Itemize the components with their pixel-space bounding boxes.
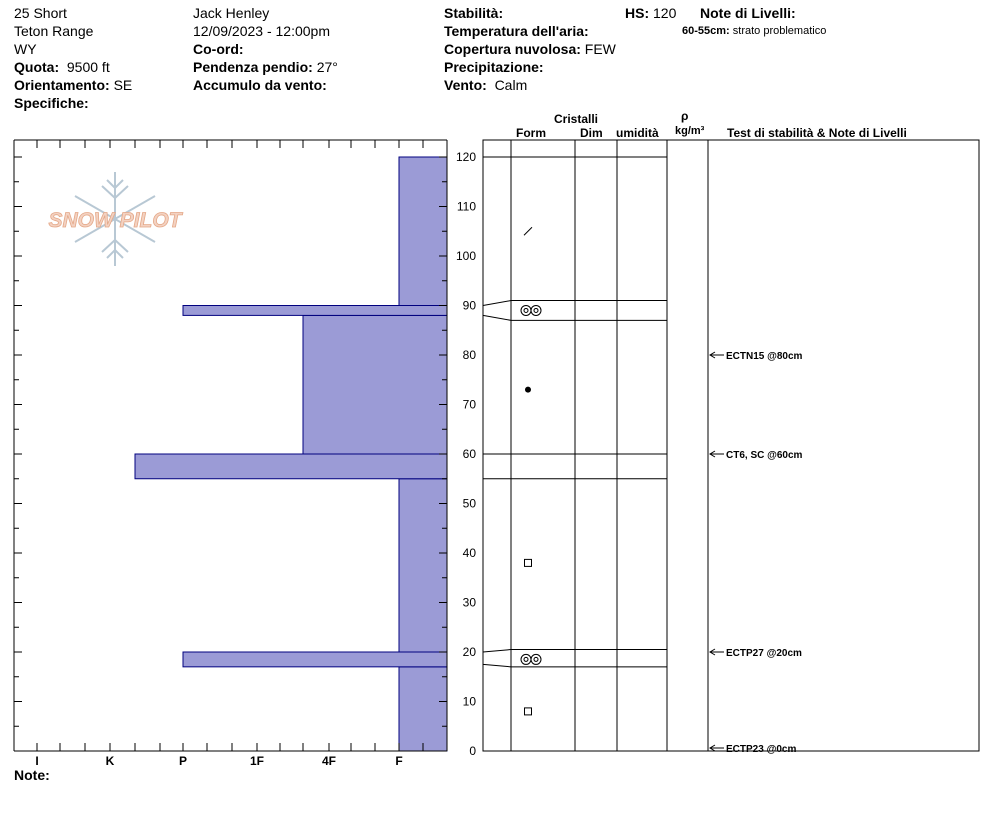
y-tick-label: 40 <box>462 546 476 560</box>
datetime: 12/09/2023 - 12:00pm <box>193 23 330 39</box>
hardness-bar <box>399 667 447 751</box>
tests-header: Test di stabilità & Note di Livelli <box>727 126 907 140</box>
grain-symbol <box>534 308 538 312</box>
layer-note-text: strato problematico <box>732 25 827 37</box>
y-tick-label: 70 <box>462 397 476 412</box>
state-name: WY <box>14 41 37 57</box>
crystals-header: Cristalli <box>554 112 599 126</box>
layer-panel-frame <box>483 140 979 751</box>
y-tick-label: 30 <box>462 595 476 610</box>
y-tick-label: 80 <box>462 348 476 362</box>
y-tick-label: 60 <box>462 447 476 461</box>
site-name: 25 Short <box>14 5 67 21</box>
notes-label: Note: <box>14 767 50 783</box>
range-name: Teton Range <box>14 23 94 39</box>
slope-label: Pendenza pendio: <box>193 59 313 75</box>
air-temp-label: Temperatura dell'aria: <box>444 23 589 39</box>
snowpilot-logo <box>49 172 184 266</box>
grain-symbol <box>521 654 531 664</box>
grain-symbol <box>524 227 532 235</box>
precip-label: Precipitazione: <box>444 59 544 75</box>
hardness-bar <box>183 652 447 667</box>
sky-value: FEW <box>584 41 616 57</box>
logo-text: SNOW PILOT <box>48 209 182 232</box>
hardness-bar <box>183 306 447 316</box>
stability-test-label: CT6, SC @60cm <box>726 450 803 461</box>
y-tick-label: 120 <box>455 150 476 164</box>
elevation-label: Quota: <box>14 59 60 75</box>
elevation-value: 9500 ft <box>66 59 110 75</box>
observer: Jack Henley <box>193 5 270 21</box>
hardness-label: 4F <box>321 754 337 768</box>
stability-label: Stabilità: <box>444 5 504 21</box>
hardness-bar <box>135 454 447 479</box>
layer-note-depth: 60-55cm: <box>682 25 730 37</box>
wind-value: Calm <box>494 77 528 93</box>
stability-test-label: ECTP27 @20cm <box>726 648 802 659</box>
grain-symbol <box>531 654 541 664</box>
grain-symbol <box>524 657 528 661</box>
y-tick-label: 100 <box>455 249 476 263</box>
wind-loading-label: Accumulo da vento: <box>193 77 327 93</box>
coord-label: Co-ord: <box>193 41 244 57</box>
sky-label: Copertura nuvolosa: <box>444 41 581 57</box>
grain-symbol <box>525 559 532 566</box>
density-unit-header: kg/m³ <box>675 125 705 137</box>
grain-symbol <box>521 305 531 315</box>
form-header: Form <box>516 126 546 140</box>
stability-test-label: ECTN15 @80cm <box>726 351 803 362</box>
y-tick-label: 10 <box>462 694 476 709</box>
layer-notes-label: Note di Livelli: <box>700 5 796 21</box>
hs-label: HS: <box>625 5 650 21</box>
y-tick-label: 0 <box>469 744 476 758</box>
y-tick-label: 110 <box>456 199 476 214</box>
moisture-header: umidità <box>616 126 659 140</box>
grain-symbol <box>525 708 532 715</box>
hardness-label: F <box>395 754 403 768</box>
hardness-bar <box>399 157 447 306</box>
dim-header: Dim <box>580 126 603 140</box>
hs-value: 120 <box>653 5 677 21</box>
aspect-value: SE <box>113 77 133 93</box>
hardness-bar <box>303 315 447 454</box>
wind-label: Vento: <box>444 77 487 93</box>
stability-test-label: ECTP23 @0cm <box>726 744 797 755</box>
y-tick-label: 50 <box>462 496 476 511</box>
hardness-label: P <box>178 754 188 768</box>
grain-symbol <box>524 308 528 312</box>
aspect-label: Orientamento: <box>14 77 110 93</box>
hardness-label: 1F <box>249 754 265 768</box>
y-tick-label: 20 <box>462 645 476 659</box>
grain-symbol <box>525 387 531 393</box>
hardness-label: I <box>35 754 39 768</box>
grain-symbol <box>531 305 541 315</box>
hardness-bar <box>399 479 447 652</box>
slope-value: 27° <box>316 59 338 75</box>
y-tick-label: 90 <box>462 298 476 313</box>
grain-symbol <box>534 657 538 661</box>
rho-header: ρ <box>681 109 689 123</box>
hardness-label: K <box>105 754 115 768</box>
specifics-label: Specifiche: <box>14 95 89 111</box>
